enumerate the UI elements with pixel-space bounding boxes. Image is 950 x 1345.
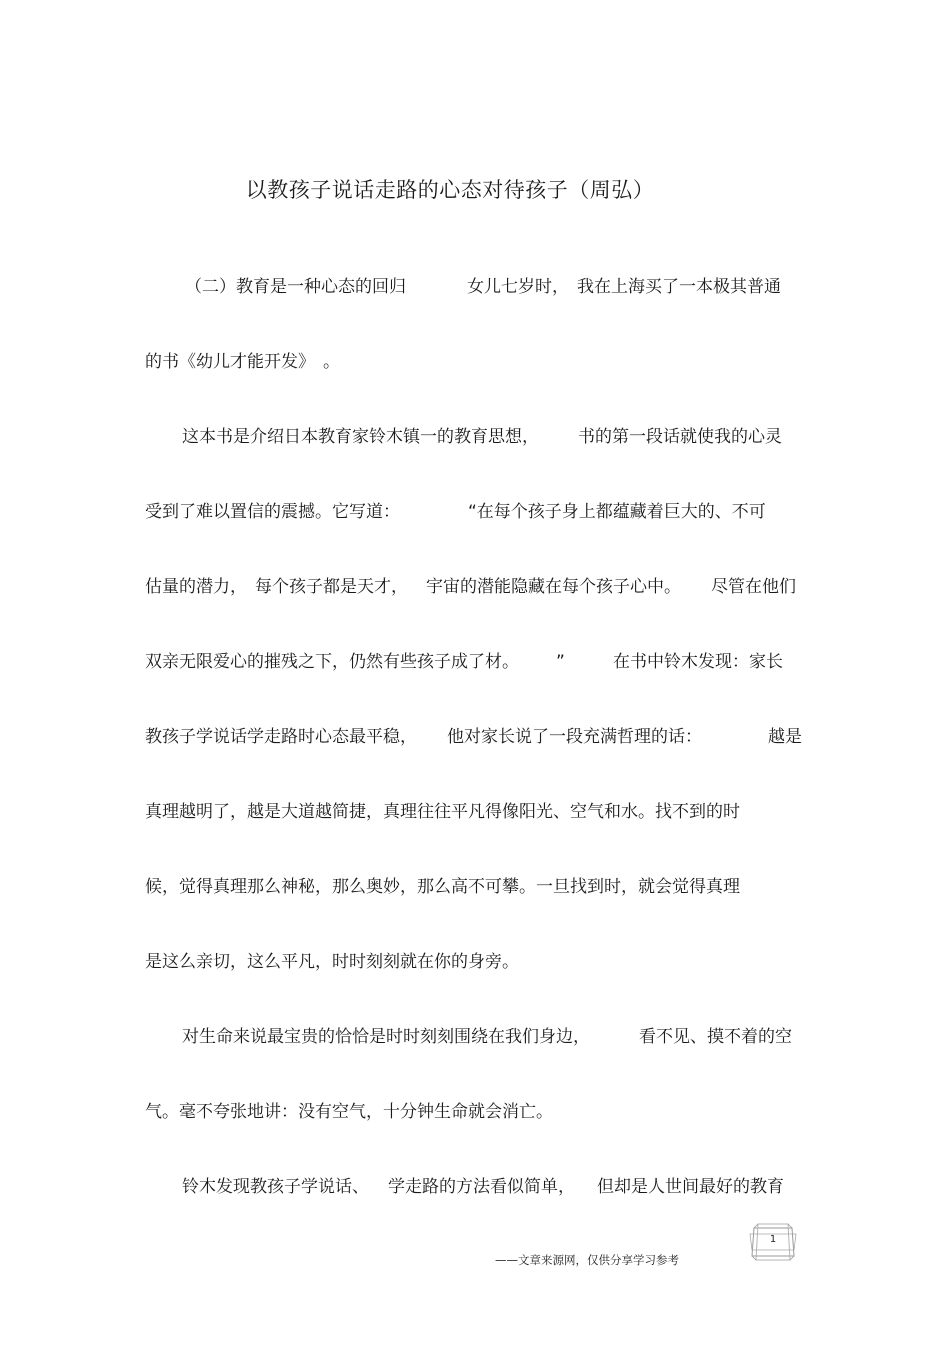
text-segment: 的书《幼儿才能开发》 (145, 352, 315, 372)
text-segment: 这本书是介绍日本教育家铃木镇一的教育思想， (182, 427, 539, 447)
text-segment: 候，觉得真理那么神秘，那么奥妙，那么高不可攀。一旦找到时，就会觉得真理 (145, 877, 740, 897)
text-segment: 是这么亲切，这么平凡，时时刻刻就在你的身旁。 (145, 952, 519, 972)
text-segment: 教孩子学说话学走路时心态最平稳， (145, 727, 417, 747)
text-segment: 学走路的方法看似简单， (388, 1177, 575, 1197)
text-segment: 每个孩子都是天才， (255, 577, 408, 597)
text-segment: 对生命来说最宝贵的恰恰是时时刻刻围绕在我们身边， (182, 1027, 590, 1047)
text-segment: 真理越明了，越是大道越简捷，真理往往平凡得像阳光、空气和水。找不到的时 (145, 802, 740, 822)
text-segment: 在书中铃木发现：家长 (613, 652, 783, 672)
text-segment: 双亲无限爱心的摧残之下，仍然有些孩子成了材。 (145, 652, 519, 672)
text-segment: （二）教育是一种心态的回归 (185, 277, 406, 297)
text-segment: 但却是人世间最好的教育 (597, 1177, 784, 1197)
text-segment: 我在上海买了一本极其普通 (577, 277, 781, 297)
text-segment: 估量的潜力， (145, 577, 247, 597)
text-segment: 受到了难以置信的震撼。它写道： (145, 502, 400, 522)
text-segment: “在每个孩子身上都蕴藏着巨大的、不可 (468, 502, 766, 522)
text-segment: 看不见、摸不着的空 (639, 1027, 792, 1047)
footer-source-text: ——文章来源网，仅供分享学习参考 (495, 1253, 679, 1267)
text-segment: 尽管在他们 (711, 577, 796, 597)
text-segment: ” (556, 652, 565, 672)
text-segment: 。 (323, 352, 340, 372)
text-segment: 越是 (768, 727, 802, 747)
text-segment: 他对家长说了一段充满哲理的话： (447, 727, 702, 747)
text-segment: 铃木发现教孩子学说话、 (182, 1177, 369, 1197)
text-segment: 书的第一段话就使我的心灵 (578, 427, 782, 447)
page-number-badge-icon (748, 1220, 798, 1264)
text-segment: 气。毫不夸张地讲：没有空气，十分钟生命就会消亡。 (145, 1102, 553, 1122)
document-title: 以教孩子说话走路的心态对待孩子（周弘） (245, 178, 655, 202)
text-segment: 宇宙的潜能隐藏在每个孩子心中。 (426, 577, 681, 597)
page-number: 1 (769, 1234, 777, 1245)
text-segment: 女儿七岁时， (467, 277, 569, 297)
